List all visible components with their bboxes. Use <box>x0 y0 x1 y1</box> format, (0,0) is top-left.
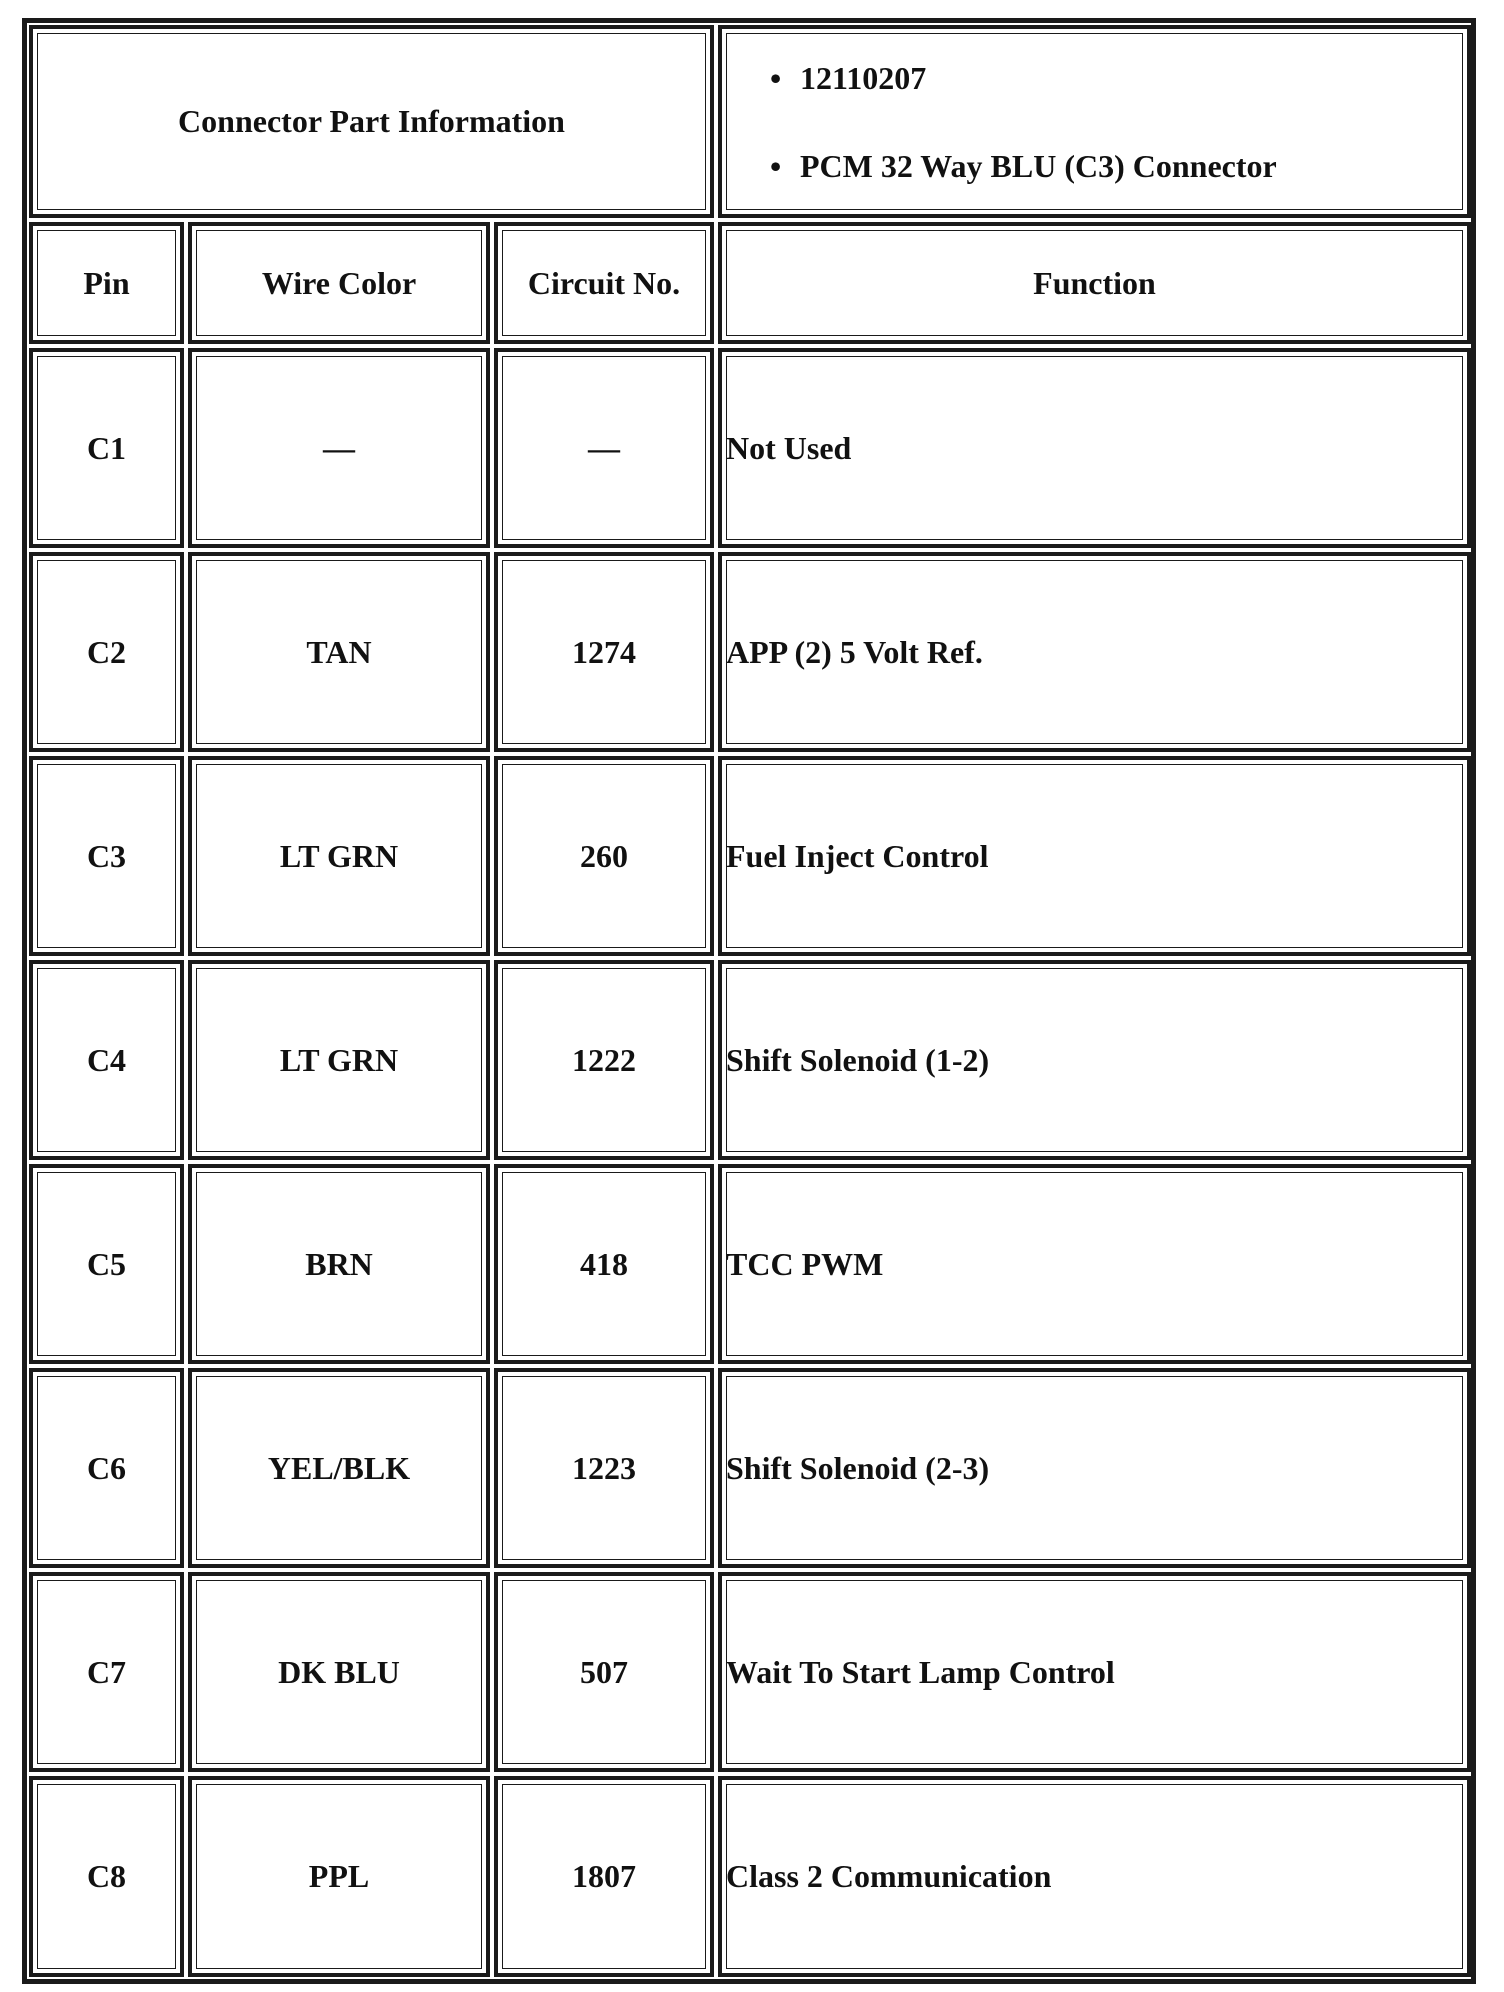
table-row-pin: C2 <box>29 552 184 752</box>
table-row-wire-color: LT GRN <box>188 756 490 956</box>
table-row-circuit-no: 418 <box>494 1164 714 1364</box>
table-row-pin: C6 <box>29 1368 184 1568</box>
table-row-circuit-no: 507 <box>494 1572 714 1772</box>
table-row-function: Shift Solenoid (2-3) <box>718 1368 1471 1568</box>
table-row-function: TCC PWM <box>718 1164 1471 1364</box>
table-row-pin: C8 <box>29 1776 184 1977</box>
table-row-wire-color: DK BLU <box>188 1572 490 1772</box>
connector-part-number: • 12110207 <box>722 58 1467 98</box>
table-row-wire-color: LT GRN <box>188 960 490 1160</box>
table-row-wire-color: BRN <box>188 1164 490 1364</box>
table-row-circuit-no: 1222 <box>494 960 714 1160</box>
table-row-pin: C1 <box>29 348 184 548</box>
table-row-pin: C7 <box>29 1572 184 1772</box>
table-row-circuit-no: 260 <box>494 756 714 956</box>
table-row-function: Shift Solenoid (1-2) <box>718 960 1471 1160</box>
table-row-pin: C5 <box>29 1164 184 1364</box>
table-row-wire-color: PPL <box>188 1776 490 1977</box>
table-row-circuit-no: 1807 <box>494 1776 714 1977</box>
connector-info-values-cell <box>718 25 1471 218</box>
table-row-wire-color: YEL/BLK <box>188 1368 490 1568</box>
table-row-pin: C4 <box>29 960 184 1160</box>
table-row-function: Class 2 Communication <box>718 1776 1471 1977</box>
connector-description: • PCM 32 Way BLU (C3) Connector <box>722 146 1467 186</box>
table-row-function: Wait To Start Lamp Control <box>718 1572 1471 1772</box>
table-row-circuit-no: — <box>494 348 714 548</box>
table-row-pin: C3 <box>29 756 184 956</box>
table-row-wire-color: — <box>188 348 490 548</box>
header-pin: Pin <box>29 222 184 344</box>
header-wire-color: Wire Color <box>188 222 490 344</box>
connector-info-list <box>722 58 1467 186</box>
header-circuit-no: Circuit No. <box>494 222 714 344</box>
table-row-function: Fuel Inject Control <box>718 756 1471 956</box>
table-row-function: Not Used <box>718 348 1471 548</box>
table-row-wire-color: TAN <box>188 552 490 752</box>
connector-info-label: Connector Part Information <box>178 103 565 139</box>
table-row-circuit-no: 1223 <box>494 1368 714 1568</box>
connector-info-label-cell <box>29 25 714 218</box>
table-row-function: APP (2) 5 Volt Ref. <box>718 552 1471 752</box>
table-row-circuit-no: 1274 <box>494 552 714 752</box>
header-function: Function <box>718 222 1471 344</box>
